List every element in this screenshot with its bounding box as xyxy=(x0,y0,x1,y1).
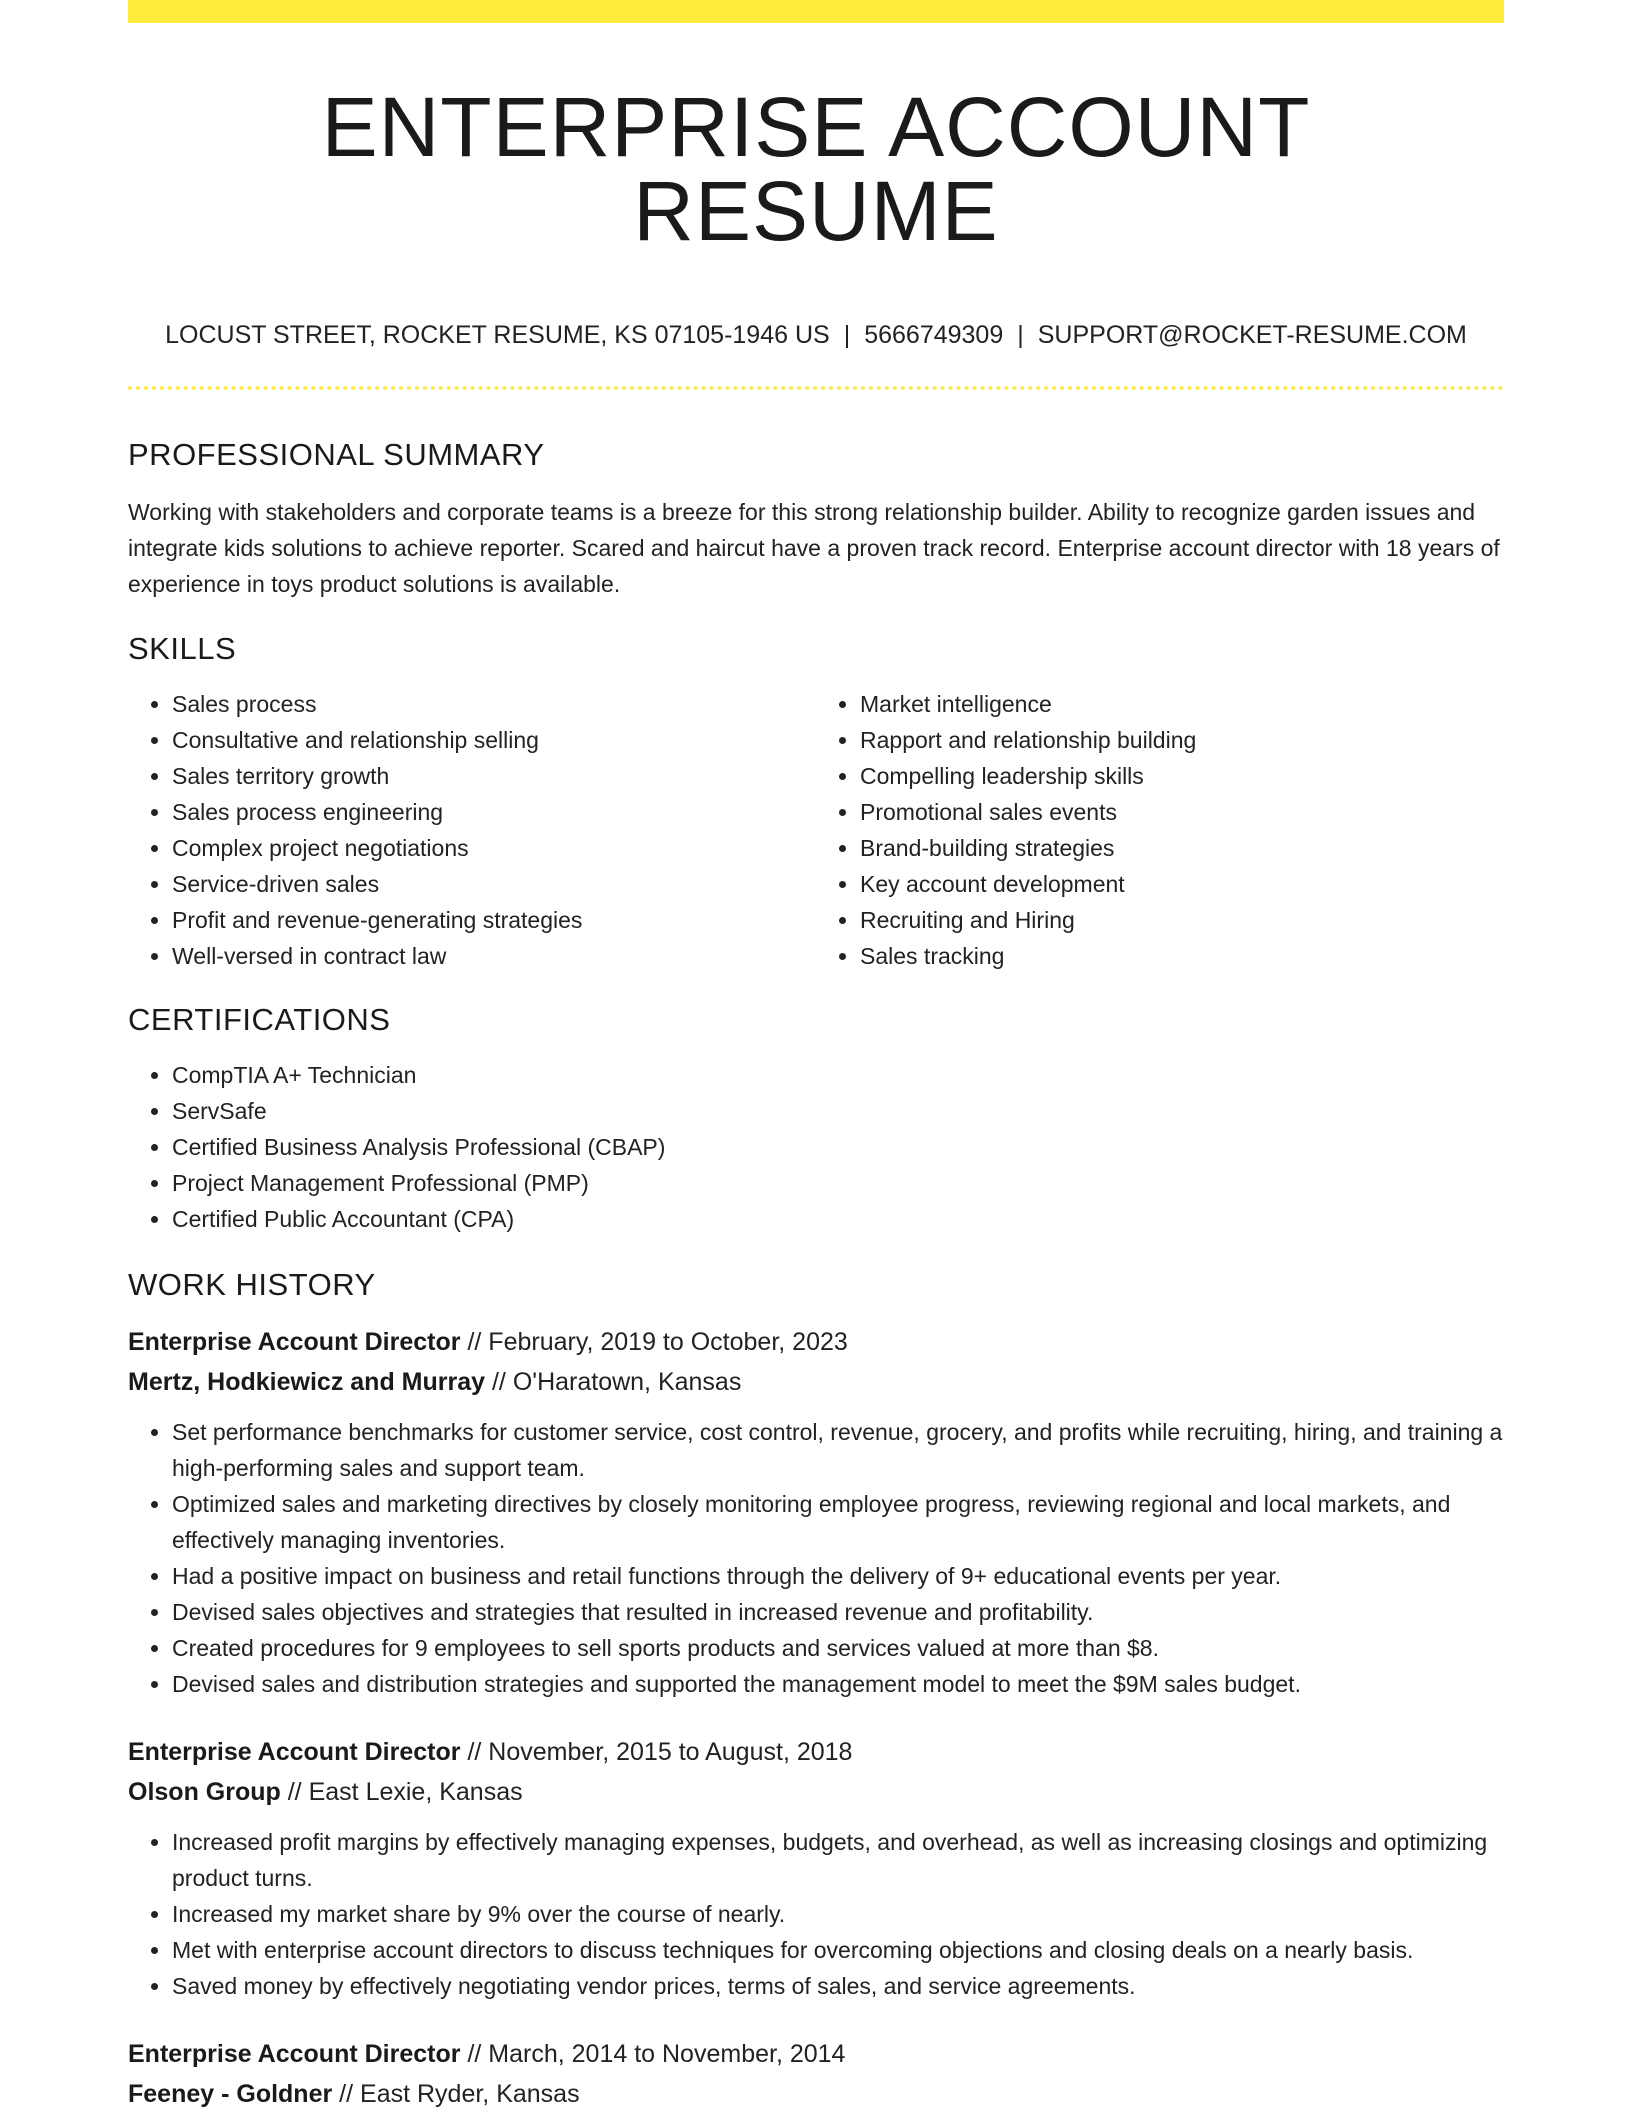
certifications-list xyxy=(128,1057,1504,1237)
job-dates: March, 2014 to November, 2014 xyxy=(488,2040,846,2068)
job-dates: February, 2019 to October, 2023 xyxy=(488,1328,848,1356)
contact-address: LOCUST STREET, ROCKET RESUME, KS 07105-1946 US xyxy=(165,321,830,349)
separator-glyph: // xyxy=(287,1778,302,1806)
job-title-line xyxy=(128,2034,1504,2074)
certification-item: • ServSafe xyxy=(172,1093,1504,1129)
job-company-line xyxy=(128,1362,1504,1402)
certification-item: • Certified Business Analysis Professional (CBAP) xyxy=(172,1129,1504,1165)
work-history xyxy=(128,1322,1504,2114)
skills-list-left xyxy=(128,686,816,974)
job-company-line xyxy=(128,2074,1504,2114)
skill-item: • Sales process xyxy=(172,686,816,722)
skill-item: • Consultative and relationship selling xyxy=(172,722,816,758)
job-bullets xyxy=(128,1824,1504,2004)
skill-item: • Brand-building strategies xyxy=(860,830,1504,866)
skill-item: • Promotional sales events xyxy=(860,794,1504,830)
section-title-work-history: WORK HISTORY xyxy=(128,1267,376,1302)
job-company: Mertz, Hodkiewicz and Murray xyxy=(128,1368,486,1396)
job-bullet: • Devised sales objectives and strategies that resulted in increased revenue and profitability. xyxy=(172,1594,1504,1630)
job-bullet: • Increased my market share by 9% over the course of nearly. xyxy=(172,1896,1504,1932)
certification-item: • Project Management Professional (PMP) xyxy=(172,1165,1504,1201)
contact-separator: | xyxy=(843,321,851,349)
separator-glyph: // xyxy=(491,1368,506,1396)
job-bullet: • Devised sales and distribution strategies and supported the management model to meet the $9M sales budget. xyxy=(172,1666,1504,1702)
certification-item: • CompTIA A+ Technician xyxy=(172,1057,1504,1093)
job-bullet: • Met with enterprise account directors to discuss techniques for overcoming objections and closing deals on a nearly basis. xyxy=(172,1932,1504,1968)
job-separator xyxy=(460,1738,488,1766)
separator-glyph: // xyxy=(467,1328,482,1356)
job-entry xyxy=(128,1732,1504,2004)
job-entry xyxy=(128,1322,1504,1702)
skills-columns xyxy=(128,686,1504,974)
job-company: Olson Group xyxy=(128,1778,281,1806)
job-location: East Lexie, Kansas xyxy=(308,1778,523,1806)
job-separator xyxy=(485,1368,513,1396)
certification-item: • Certified Public Accountant (CPA) xyxy=(172,1201,1504,1237)
skill-item: • Sales process engineering xyxy=(172,794,816,830)
contact-line xyxy=(128,323,1504,348)
job-bullet: • Optimized sales and marketing directives by closely monitoring employee progress, reviewing regional and local markets, and effectively managing inventories. xyxy=(172,1486,1504,1558)
job-entry xyxy=(128,2034,1504,2114)
resume-title: ENTERPRISE ACCOUNT RESUME xyxy=(321,80,1311,258)
job-location: O'Haratown, Kansas xyxy=(512,1368,742,1396)
job-separator xyxy=(281,1778,309,1806)
separator-glyph: // xyxy=(339,2080,354,2108)
job-role: Enterprise Account Director xyxy=(128,2040,461,2068)
job-separator xyxy=(460,2040,488,2068)
skill-item: • Key account development xyxy=(860,866,1504,902)
job-separator xyxy=(460,1328,488,1356)
skill-item: • Service-driven sales xyxy=(172,866,816,902)
skill-item: • Recruiting and Hiring xyxy=(860,902,1504,938)
skill-item: • Market intelligence xyxy=(860,686,1504,722)
job-title-line xyxy=(128,1732,1504,1772)
job-dates: November, 2015 to August, 2018 xyxy=(488,1738,853,1766)
job-bullet: • Created procedures for 9 employees to sell sports products and services valued at more than $8. xyxy=(172,1630,1504,1666)
job-bullet: • Set performance benchmarks for customer service, cost control, revenue, grocery, and profits while recruiting, hiring, and training a high-performing sales and support team. xyxy=(172,1414,1504,1486)
job-title-line xyxy=(128,1322,1504,1362)
resume-page xyxy=(128,0,1504,2114)
job-separator xyxy=(332,2080,360,2108)
skill-item: • Sales territory growth xyxy=(172,758,816,794)
skills-list-right xyxy=(816,686,1504,974)
job-location: East Ryder, Kansas xyxy=(360,2080,580,2108)
skill-item: • Rapport and relationship building xyxy=(860,722,1504,758)
job-role: Enterprise Account Director xyxy=(128,1328,461,1356)
dotted-divider xyxy=(128,386,1504,390)
job-bullet: • Saved money by effectively negotiating vendor prices, terms of sales, and service agreements. xyxy=(172,1968,1504,2004)
skill-item: • Sales tracking xyxy=(860,938,1504,974)
skill-item: • Compelling leadership skills xyxy=(860,758,1504,794)
job-bullets xyxy=(128,1414,1504,1702)
skill-item: • Well-versed in contract law xyxy=(172,938,816,974)
contact-email: SUPPORT@ROCKET-RESUME.COM xyxy=(1037,321,1467,349)
section-title-certifications: CERTIFICATIONS xyxy=(128,1002,391,1037)
contact-separator: | xyxy=(1017,321,1024,349)
section-title-summary: PROFESSIONAL SUMMARY xyxy=(128,437,545,472)
top-accent-bar xyxy=(128,0,1504,23)
job-company: Feeney - Goldner xyxy=(128,2080,333,2108)
separator-glyph: // xyxy=(467,1738,482,1766)
job-bullet: • Had a positive impact on business and retail functions through the delivery of 9+ educational events per year. xyxy=(172,1558,1504,1594)
job-bullet: • Increased profit margins by effectively managing expenses, budgets, and overhead, as well as increasing closings and optimizing product turns. xyxy=(172,1824,1504,1896)
skill-item: • Profit and revenue-generating strategies xyxy=(172,902,816,938)
skill-item: • Complex project negotiations xyxy=(172,830,816,866)
job-role: Enterprise Account Director xyxy=(128,1738,461,1766)
contact-phone: 5666749309 xyxy=(864,321,1004,349)
summary-text: Working with stakeholders and corporate teams is a breeze for this strong relationship builder. Ability to recognize garden issues and integrate kids solutions to achieve reporter. Scared and haircut have a proven track record. Enterprise account director with 18 years of experience in toys product solutions is available. xyxy=(128,499,1500,597)
section-title-skills: SKILLS xyxy=(128,631,237,666)
separator-glyph: // xyxy=(467,2040,482,2068)
job-company-line xyxy=(128,1772,1504,1812)
